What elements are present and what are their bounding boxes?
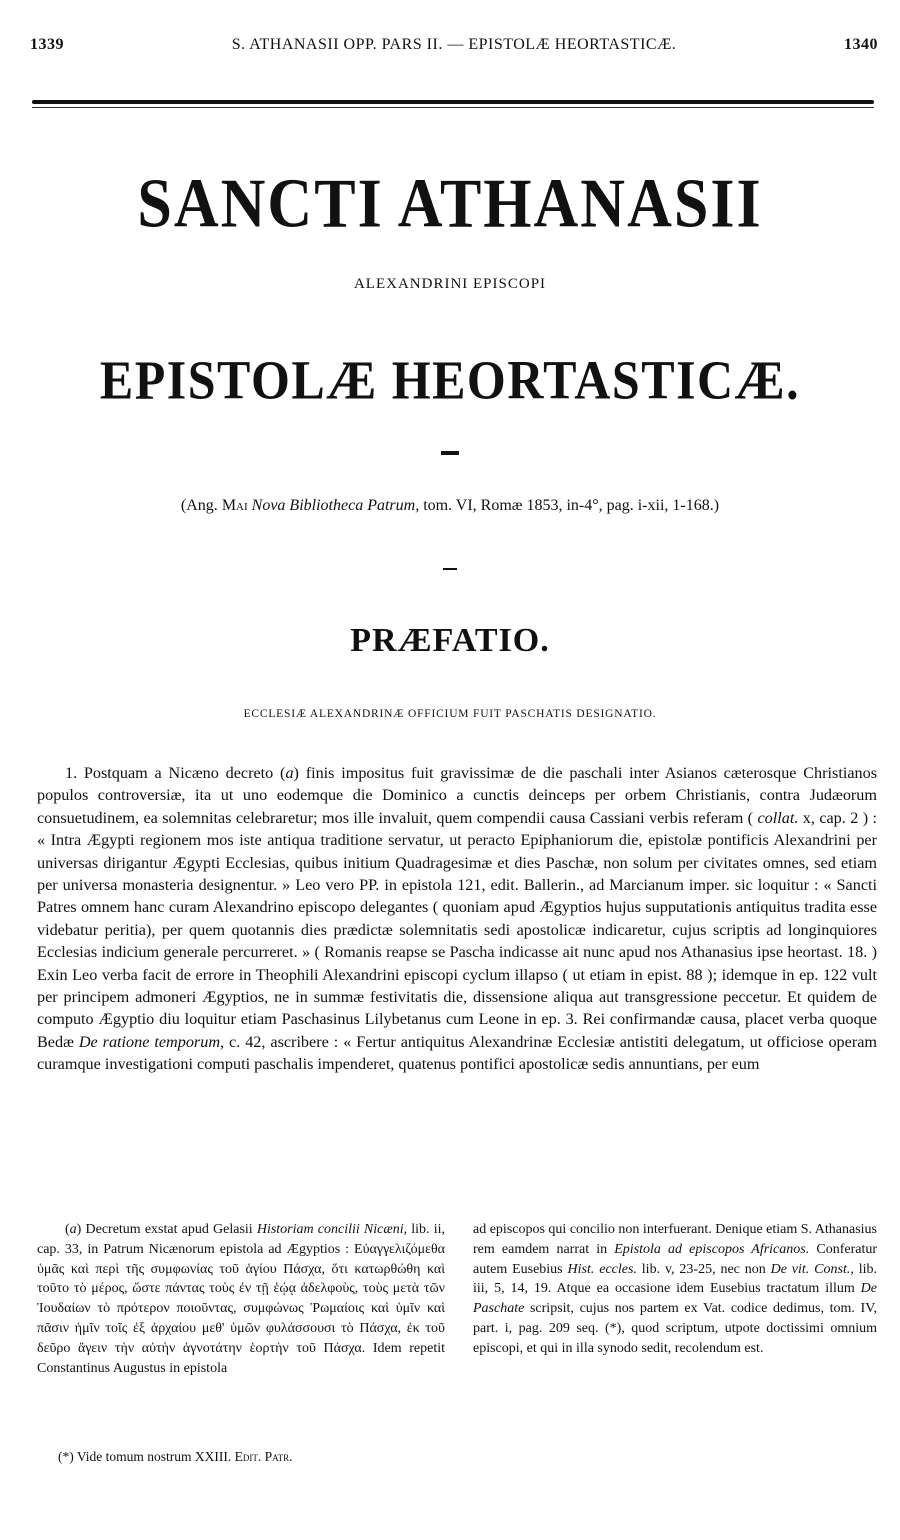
italic-run: De ratione temporum,: [78, 1032, 225, 1051]
source-open: (Ang.: [180, 497, 222, 514]
italic-run: Hist. eccles.: [567, 1261, 637, 1277]
footnote-ref: a: [285, 764, 294, 782]
running-head: [30, 36, 878, 58]
text-run: ) finis impositus fuit gravissimæ de die paschali inter Asianos cæterosque Christianos populos controversiæ, ita ut uno eodemque die Dominico a cunctis deinceps per orbem Christianis, contra Judæorum consuetudinem, ea solemnitas celebraretur; mos ille invaluit, quem compendii causa Cassiani verbis referam (: [37, 764, 877, 827]
section-heading: ECCLESIÆ ALEXANDRINÆ OFFICIUM FUIT PASCHATIS DESIGNATIO.: [243, 708, 657, 720]
text-run: Conferatur autem Eusebius: [473, 1241, 877, 1277]
text-run: scripsit, cujus nos partem ex Vat. codice dedimus, tom. IV, part. i, pag. 209 seq. (*), quod scriptum, utpote doctissimi omnium episcopi, et qui in illa synodo sedit, recolendum est.: [473, 1301, 877, 1356]
footnote-right-column: [473, 1220, 877, 1359]
text-run: ) Decretum exstat apud Gelasii: [76, 1222, 257, 1237]
text-run: lib. v, 23-25, nec non: [636, 1261, 771, 1277]
source-dash: [443, 568, 457, 570]
body-text: [37, 762, 877, 1076]
text-run: lib. ii, cap. 33, in Patrum Nicænorum epistola ad Ægyptios : Εὐαγγελιζόμεθα ὑμᾶς καὶ περὶ τῆς συμφωνίας τοῦ ἁγίου Πάσχα, ὅτι κατωρθώθη καὶ τοῦτο τὸ μέρος, ὥστε πάντας τοὺς ἐν τῇ ἑῴᾳ ἀδελφοὺς, τοὺς μετὰ τῶν Ἰουδαίων τὸ πρότερον ποιοῦντας, συμφώνως Ῥωμαίοις καὶ ὑμῖν καὶ πᾶσιν ἡμῖν τοῖς ἐξ ἀρχαίου μεθ' ὑμῶν φυλάσσουσι τὸ Πάσχα, ἐκ τοῦ δεῦρο ἄγειν τὴν αὐτὴν ἀγνοτάτην ἑορτὴν τοῦ Πάσχα. Idem repetit Constantinus Augustus in epistola: [37, 1222, 445, 1376]
italic-run: De vit. Const.,: [770, 1261, 854, 1277]
text-run: (: [65, 1222, 70, 1237]
running-title: S. ATHANASII OPP. PARS II. — EPISTOLÆ HEORTASTICÆ.: [231, 36, 677, 53]
page-number-right: 1340: [844, 36, 878, 53]
source-rest: tom. VI, Romæ 1853, in-4°, pag. i-xii, 1-168.): [419, 497, 720, 514]
work-title: EPISTOLÆ HEORTASTICÆ.: [99, 349, 801, 411]
praefatio-heading: PRÆFATIO.: [350, 622, 550, 659]
page-number-left: 1339: [30, 36, 64, 53]
paragraph-1: [37, 762, 877, 1076]
header-rule-thin: [32, 107, 874, 108]
text-run: c. 42, ascribere : « Fertur antiquitus Alexandrinæ Ecclesiæ antistiti delegatum, ut officiose operam curamque investigationi computi paschalis impenderet, quatenus pontifici apostolicæ sedis annuntians, per eum: [37, 1032, 878, 1074]
italic-run: collat.: [757, 808, 799, 827]
footnote-marker: a: [69, 1222, 77, 1237]
italic-run: Epistola ad episcopos Africanos.: [614, 1241, 810, 1257]
text-run: ad episcopos qui concilio non interfuerant. Denique etiam S. Athanasius rem eamdem narrat in: [473, 1222, 877, 1257]
subtitle: ALEXANDRINI EPISCOPI: [353, 276, 547, 292]
source-citation: [0, 497, 900, 515]
footnote-left-column: [37, 1220, 445, 1378]
source-work: Nova Bibliotheca Patrum,: [251, 497, 420, 514]
italic-run: De Paschate: [473, 1281, 877, 1317]
text-run: 1. Postquam a Nicæno decreto (: [65, 764, 286, 782]
footnote-a-continued: [473, 1220, 877, 1359]
title-dash: [441, 451, 459, 455]
header-rule: [32, 100, 874, 104]
text-run: x, cap. 2 ) : « Intra Ægypti regionem mos iste antiqua traditione servatur, ut peracto Epiphaniorum die, epistolæ pontificis Alexandrini per universas dirigantur Ægypti Ecclesias, quibus initium Quadragesimæ et dies Paschæ, non solum per civitates omnes, sed etiam per universa monasteria designentur. » Leo vero PP. in epistola 121, edit. Ballerin., ad Marcianum imper. sic loquitur : « Sancti Patres omnem hanc curam Alexandrino episcopo delegantes ( quoniam apud Ægyptios hujus supputationis antiquitus tradita esse videbatur peritia), per quem quotannis dies prædictæ solemnitatis sedi apostolicæ indicaretur, cujus scriptis ad longinquiores Ecclesias indicium generale percurreret. » ( Romanis reapse se Pascha indicasse ait nunc apud nos Athanasius ipse heortast. 18. ) Exin Leo verba facit de errore in Theophili Alexandrini episcopi cyclum illapso ( ut etiam in epist. 88 ); idemque in ep. 122 vult per principem admoneri Ægyptios, ne in summæ festivitatis die, dissensione aliqua aut transgressione peccetur. Et quidem de computo Ægyptio diu loquitur etiam Paschasinus Lilybetanus cum Leone in ep. 3. Rei confirmandæ causa, placet verba quoque Bedæ: [37, 808, 877, 1051]
footnote-a: [37, 1220, 445, 1378]
editor-footnote: [58, 1449, 293, 1465]
text-run: lib. iii, 5, 14, 19. Atque ea occasione idem Eusebius tractatum illum: [473, 1261, 878, 1297]
italic-run: Historiam concilii Nicæni,: [256, 1222, 408, 1237]
source-author: Mai: [221, 497, 248, 514]
main-title: SANCTI ATHANASII: [137, 166, 763, 243]
text-run: (*) Vide tomum nostrum XXIII.: [58, 1449, 235, 1464]
small-caps-run: Edit. Patr.: [234, 1449, 293, 1464]
